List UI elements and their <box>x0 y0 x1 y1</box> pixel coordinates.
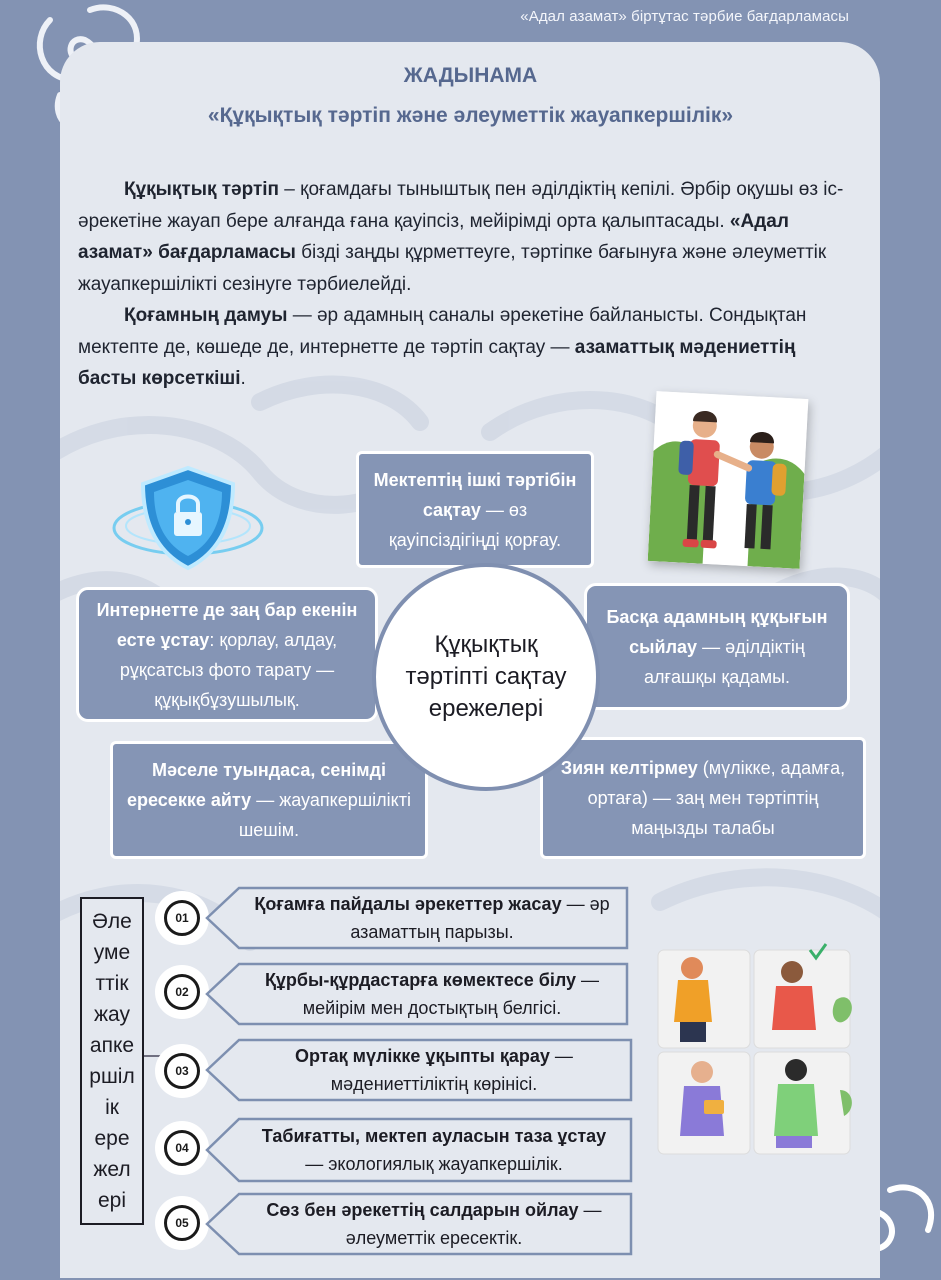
rule-internet-law-text: : қорлау, алдау, рұқсатсыз фото тарату — құқықбұзушылық. <box>119 629 338 710</box>
social-item-1-text <box>251 886 613 950</box>
social-item-1-title: Қоғамға пайдалы әрекеттер жасау <box>254 894 562 914</box>
page-title: ЖАДЫНАМА <box>403 64 538 87</box>
rule-tell-adult-title: Мәселе туындаса, сенімді ересекке айту <box>127 760 387 810</box>
rule-box-no-harm <box>540 737 866 859</box>
rule-respect-rights-text: — әділдіктің алғашқы қадамы. <box>643 636 805 687</box>
intro-program-name: «Адал азамат» бағдарламасы <box>78 210 789 263</box>
intro-term-legal-order: Құқықтық тәртіп <box>124 179 280 200</box>
intro-paragraph-2 <box>78 300 858 395</box>
rule-no-harm-title: Зиян келтірмеу <box>560 758 698 778</box>
number-label: 04 <box>164 1130 200 1166</box>
social-item-2-text <box>251 962 613 1026</box>
intro-term-culture: азаматтық мәдениеттің басты көрсеткіші <box>78 336 796 389</box>
social-item-2-rest: — мейірім мен достықтың белгісі. <box>302 970 600 1018</box>
number-badge-03 <box>155 1044 209 1098</box>
number-badge-01 <box>155 891 209 945</box>
social-item-5-rest: — әлеуметтік ересектік. <box>345 1200 602 1248</box>
rule-box-school-order <box>356 451 594 568</box>
puzzle-team-illustration-icon <box>650 940 860 1170</box>
rule-internet-law-title: Интернетте де заң бар екенін есте ұстау <box>96 599 358 650</box>
center-rules-title: Құқықтық тәртіпті сақтау ережелері <box>405 631 567 722</box>
intro-text <box>78 174 858 395</box>
social-item-2 <box>205 962 629 1026</box>
number-label: 03 <box>164 1053 200 1089</box>
social-rules-label-text: Әле уме ттік жау апке ршіл ік ере жел ері <box>89 910 135 1212</box>
social-item-4-text <box>251 1117 617 1183</box>
rule-respect-rights-title: Басқа адамның құқығын сыйлау <box>606 606 828 657</box>
center-rules-circle <box>372 563 600 791</box>
rule-no-harm-text: (мүлікке, адамға, ортаға) — заң мен тәртіптің маңызды талабы <box>587 758 846 838</box>
shield-lock-icon <box>108 458 268 578</box>
social-item-4-rest: — экологиялық жауапкершілік. <box>305 1154 563 1174</box>
handshake-illustration-icon <box>648 391 809 569</box>
program-label: «Адал азамат» біртұтас тәрбие бағдарламасы <box>520 8 849 25</box>
social-item-4-title: Табиғатты, мектеп ауласын таза ұстау <box>261 1126 607 1146</box>
social-item-5-text <box>251 1192 617 1256</box>
social-item-1-rest: — әр азаматтың парызы. <box>350 894 610 942</box>
social-item-4 <box>205 1117 633 1183</box>
rule-box-respect-rights <box>584 583 850 710</box>
intro-paragraph-1 <box>78 174 858 300</box>
photo-handshake <box>648 391 809 569</box>
social-item-3-rest: — мәдениеттіліктің көрінісі. <box>330 1046 573 1094</box>
social-item-3-title: Ортақ мүлікке ұқыпты қарау <box>295 1046 550 1066</box>
number-label: 02 <box>164 974 200 1010</box>
number-label: 01 <box>164 900 200 936</box>
number-badge-05 <box>155 1196 209 1250</box>
intro-text-segment: бізді заңды құрметтеуге, тәртіпке бағынуға және әлеуметтік жауапкершілікті сезінуге тәрбиелейді. <box>78 242 827 295</box>
number-badge-02 <box>155 965 209 1019</box>
intro-text-segment: — әр адамның саналы әрекетіне байланысты. Сондықтан мектепте де, көшеде де, интернетте де тәртіп сақтау — <box>78 305 807 358</box>
rule-box-internet-law <box>76 587 378 722</box>
number-badge-04 <box>155 1121 209 1175</box>
social-item-5 <box>205 1192 633 1256</box>
intro-term-society: Қоғамның дамуы <box>124 305 288 326</box>
social-item-1 <box>205 886 629 950</box>
page-subtitle: «Құқықтық тәртіп және әлеуметтік жауапкершілік» <box>207 104 734 127</box>
intro-text-segment: – қоғамдағы тыныштық пен әділдіктің кепілі. Әрбір оқушы өз іс-әрекетіне жауап бере алғанда ғана қауіпсіз, мейірімді орта қалыптасады. <box>78 179 844 232</box>
number-label: 05 <box>164 1205 200 1241</box>
social-item-5-title: Сөз бен әрекеттің салдарын ойлау <box>266 1200 579 1220</box>
intro-text-segment: . <box>240 368 246 389</box>
social-item-2-title: Құрбы-құрдастарға көмектесе білу <box>264 970 577 990</box>
rule-tell-adult-text: — жауапкершілікті шешім. <box>238 790 411 840</box>
rule-school-order-text: — өз қауіпсіздігіңді қорғау. <box>388 499 562 550</box>
rule-box-tell-adult <box>110 741 428 859</box>
social-rules-vertical-label <box>80 897 144 1225</box>
social-item-3 <box>205 1038 633 1102</box>
social-item-3-text <box>251 1038 617 1102</box>
rule-school-order-title: Мектептің ішкі тәртібін сақтау <box>373 469 577 520</box>
